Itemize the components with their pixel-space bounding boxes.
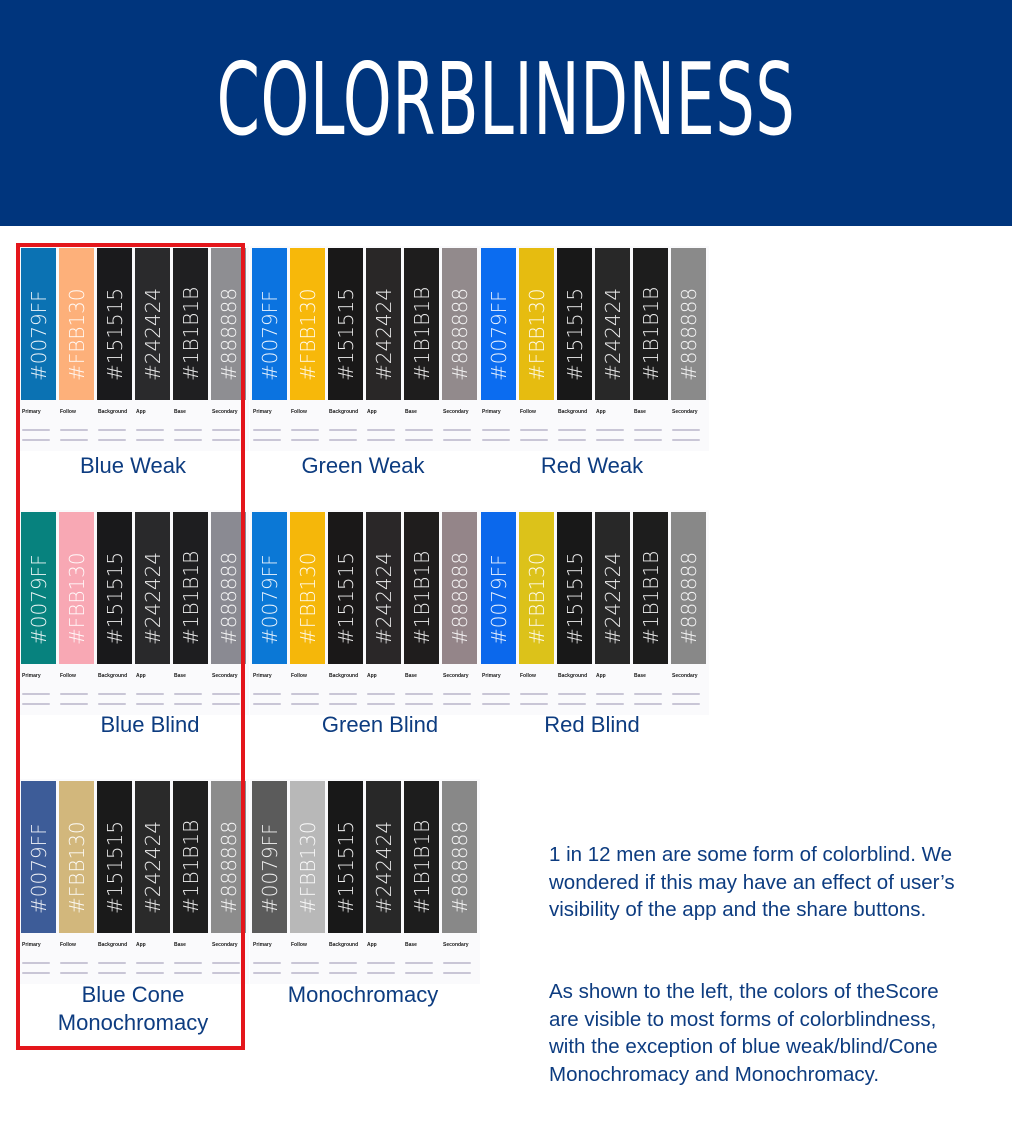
swatch-role-label: Base [174, 673, 186, 679]
page-title: COLORBLINDNESS [216, 41, 796, 158]
swatch-hex-label: #0079FF [257, 554, 282, 645]
palette-group [479, 510, 709, 715]
swatch-detail-line [253, 693, 281, 695]
palette-caption: Monochromacy [287, 982, 439, 1007]
swatch-role-label: Follow [291, 409, 307, 415]
swatch-role-label: Background [329, 942, 359, 948]
swatch-hex-label: #151515 [333, 551, 358, 645]
swatch-role-label: Primary [482, 673, 501, 679]
palette-caption: Blue Blind [100, 712, 200, 737]
swatch-role-label: App [136, 673, 146, 679]
swatch-hex-label: #FBB130 [524, 288, 549, 381]
swatch-hex-label: #888888 [216, 820, 241, 914]
swatch-detail-line [520, 439, 548, 441]
swatch-hex-label: #FBB130 [295, 552, 320, 645]
swatch-detail-line [672, 439, 700, 441]
swatch-hex-label: #0079FF [26, 290, 51, 381]
swatch-detail-line [291, 439, 319, 441]
color-swatch [633, 248, 668, 400]
swatch-detail-line [253, 439, 281, 441]
swatch-role-label: Primary [253, 942, 272, 948]
swatch-role-label: App [136, 409, 146, 415]
swatch-detail-line [329, 703, 357, 705]
swatch-hex-label: #888888 [676, 551, 701, 645]
swatch-hex-label: #242424 [600, 287, 625, 381]
swatch-detail-line [253, 429, 281, 431]
palette-caption: Green Blind [321, 712, 439, 737]
palette-caption: Red Blind [544, 712, 640, 737]
swatch-role-label: Secondary [672, 673, 698, 679]
swatch-detail-line [253, 703, 281, 705]
color-swatch [252, 248, 287, 400]
swatch-hex-label: #1B1B1B [638, 550, 663, 645]
swatch-hex-label: #0079FF [486, 554, 511, 645]
color-swatch [252, 512, 287, 664]
swatch-role-label: Base [634, 409, 646, 415]
swatch-detail-line [443, 439, 471, 441]
swatch-detail-line [443, 429, 471, 431]
color-swatch [481, 512, 516, 664]
color-swatch [366, 248, 401, 400]
swatch-detail-line [596, 703, 624, 705]
swatch-hex-label: #151515 [102, 551, 127, 645]
swatch-role-label: Secondary [212, 942, 238, 948]
highlight-box [16, 243, 245, 1050]
swatch-role-label: Background [98, 409, 128, 415]
swatch-detail-line [405, 439, 433, 441]
swatch-hex-label: #151515 [562, 551, 587, 645]
swatch-detail-line [253, 972, 281, 974]
swatch-hex-label: #1B1B1B [178, 286, 203, 381]
swatch-role-label: Background [98, 673, 128, 679]
swatch-hex-label: #888888 [447, 551, 472, 645]
swatch-role-label: Base [174, 942, 186, 948]
swatch-role-label: Base [405, 942, 417, 948]
swatch-hex-label: #FBB130 [295, 288, 320, 381]
swatch-detail-line [443, 703, 471, 705]
swatch-role-label: Follow [60, 942, 76, 948]
swatch-role-label: Background [558, 409, 588, 415]
swatch-role-label: Background [98, 942, 128, 948]
color-swatch [557, 248, 592, 400]
color-swatch [252, 781, 287, 933]
color-swatch [404, 512, 439, 664]
swatch-detail-line [329, 693, 357, 695]
swatch-detail-line [558, 429, 586, 431]
swatch-role-label: Background [329, 673, 359, 679]
swatch-role-label: App [367, 942, 377, 948]
color-swatch [328, 512, 363, 664]
color-swatch [442, 781, 477, 933]
swatch-hex-label: #242424 [600, 551, 625, 645]
swatch-detail-line [520, 429, 548, 431]
swatch-role-label: App [136, 942, 146, 948]
color-swatch [595, 512, 630, 664]
swatch-detail-line [482, 429, 510, 431]
color-swatch [481, 248, 516, 400]
swatch-hex-label: #888888 [447, 287, 472, 381]
swatch-detail-line [596, 439, 624, 441]
color-swatch [595, 248, 630, 400]
swatch-detail-line [329, 439, 357, 441]
swatch-hex-label: #1B1B1B [638, 286, 663, 381]
swatch-detail-line [672, 703, 700, 705]
swatch-role-label: Primary [253, 409, 272, 415]
swatch-role-label: Secondary [672, 409, 698, 415]
swatch-hex-label: #151515 [333, 820, 358, 914]
swatch-role-label: Base [174, 409, 186, 415]
swatch-detail-line [634, 703, 662, 705]
swatch-hex-label: #1B1B1B [409, 819, 434, 914]
swatch-detail-line [405, 703, 433, 705]
swatch-hex-label: #888888 [676, 287, 701, 381]
note-paragraph-1: 1 in 12 men are some form of colorblind. We wondered if this may have an effect of user’s visibility of the app and the share buttons. [549, 843, 955, 921]
color-swatch [404, 781, 439, 933]
swatch-role-label: Base [405, 409, 417, 415]
swatch-hex-label: #1B1B1B [409, 286, 434, 381]
color-swatch [290, 512, 325, 664]
swatch-detail-line [634, 693, 662, 695]
color-swatch [328, 248, 363, 400]
swatch-hex-label: #888888 [216, 551, 241, 645]
swatch-hex-label: #FBB130 [524, 552, 549, 645]
swatch-detail-line [520, 703, 548, 705]
swatch-role-label: Primary [253, 673, 272, 679]
swatch-detail-line [367, 439, 395, 441]
swatch-hex-label: #151515 [562, 287, 587, 381]
swatch-role-label: Base [634, 673, 646, 679]
swatch-detail-line [291, 693, 319, 695]
palette-caption: Blue Cone Monochromacy [57, 982, 209, 1035]
swatch-detail-line [596, 693, 624, 695]
swatch-detail-line [291, 703, 319, 705]
swatch-hex-label: #151515 [333, 287, 358, 381]
swatch-hex-label: #FBB130 [64, 821, 89, 914]
palette-caption: Green Weak [301, 453, 425, 478]
swatch-hex-label: #151515 [102, 820, 127, 914]
swatch-detail-line [367, 693, 395, 695]
swatch-role-label: Follow [60, 673, 76, 679]
swatch-role-label: Secondary [443, 409, 469, 415]
swatch-detail-line [596, 429, 624, 431]
swatch-detail-line [367, 972, 395, 974]
swatch-detail-line [405, 429, 433, 431]
swatch-hex-label: #888888 [216, 287, 241, 381]
color-swatch [633, 512, 668, 664]
swatch-detail-line [329, 962, 357, 964]
palette-caption: Blue Weak [80, 453, 186, 478]
swatch-role-label: App [367, 409, 377, 415]
swatch-role-label: Follow [60, 409, 76, 415]
swatch-role-label: Primary [482, 409, 501, 415]
swatch-role-label: Secondary [443, 673, 469, 679]
swatch-hex-label: #0079FF [257, 823, 282, 914]
swatch-hex-label: #0079FF [486, 290, 511, 381]
swatch-detail-line [634, 439, 662, 441]
swatch-hex-label: #151515 [102, 287, 127, 381]
swatch-detail-line [558, 439, 586, 441]
swatch-detail-line [672, 429, 700, 431]
swatch-hex-label: #FBB130 [64, 288, 89, 381]
swatch-detail-line [634, 429, 662, 431]
color-swatch [442, 248, 477, 400]
swatch-role-label: Follow [291, 673, 307, 679]
swatch-hex-label: #FBB130 [295, 821, 320, 914]
swatch-role-label: Primary [22, 942, 41, 948]
swatch-detail-line [367, 703, 395, 705]
color-swatch [290, 248, 325, 400]
swatch-detail-line [405, 972, 433, 974]
palette-group [250, 246, 480, 451]
color-swatch [519, 248, 554, 400]
swatch-detail-line [443, 693, 471, 695]
swatch-hex-label: #0079FF [26, 823, 51, 914]
swatch-role-label: App [367, 673, 377, 679]
swatch-role-label: Secondary [212, 673, 238, 679]
swatch-detail-line [367, 429, 395, 431]
swatch-hex-label: #0079FF [257, 290, 282, 381]
swatch-detail-line [253, 962, 281, 964]
swatch-hex-label: #0079FF [26, 554, 51, 645]
swatch-detail-line [405, 962, 433, 964]
swatch-detail-line [558, 693, 586, 695]
swatch-hex-label: #1B1B1B [409, 550, 434, 645]
color-swatch [328, 781, 363, 933]
swatch-hex-label: #1B1B1B [178, 550, 203, 645]
swatch-hex-label: #FBB130 [64, 552, 89, 645]
color-swatch [404, 248, 439, 400]
swatch-hex-label: #242424 [371, 287, 396, 381]
swatch-hex-label: #242424 [371, 551, 396, 645]
swatch-hex-label: #242424 [140, 287, 165, 381]
swatch-hex-label: #242424 [140, 820, 165, 914]
swatch-role-label: Follow [520, 409, 536, 415]
palette-group [250, 510, 480, 715]
color-swatch [557, 512, 592, 664]
color-swatch [671, 512, 706, 664]
swatch-detail-line [672, 693, 700, 695]
color-swatch [442, 512, 477, 664]
swatch-role-label: Base [405, 673, 417, 679]
swatch-detail-line [482, 703, 510, 705]
swatch-role-label: Background [558, 673, 588, 679]
swatch-detail-line [291, 429, 319, 431]
header-banner [0, 0, 1012, 226]
swatch-role-label: Secondary [212, 409, 238, 415]
color-swatch [366, 512, 401, 664]
swatch-detail-line [291, 962, 319, 964]
swatch-detail-line [291, 972, 319, 974]
note-paragraph-2: As shown to the left, the colors of theScore are visible to most forms of colorblindness, with the exception of blue weak/blind/Cone Monochromacy and Monochromacy. [549, 980, 939, 1086]
swatch-detail-line [329, 429, 357, 431]
swatch-detail-line [443, 972, 471, 974]
swatch-detail-line [520, 693, 548, 695]
swatch-role-label: App [596, 673, 606, 679]
swatch-role-label: App [596, 409, 606, 415]
color-swatch [290, 781, 325, 933]
swatch-detail-line [329, 972, 357, 974]
swatch-hex-label: #888888 [447, 820, 472, 914]
swatch-role-label: Background [329, 409, 359, 415]
swatch-detail-line [482, 693, 510, 695]
swatch-hex-label: #242424 [371, 820, 396, 914]
swatch-hex-label: #242424 [140, 551, 165, 645]
palette-group [250, 779, 480, 984]
swatch-role-label: Primary [22, 409, 41, 415]
palette-caption: Red Weak [540, 453, 644, 478]
swatch-role-label: Primary [22, 673, 41, 679]
color-swatch [671, 248, 706, 400]
color-swatch [519, 512, 554, 664]
swatch-role-label: Follow [291, 942, 307, 948]
swatch-detail-line [482, 439, 510, 441]
swatch-detail-line [367, 962, 395, 964]
swatch-detail-line [443, 962, 471, 964]
swatch-role-label: Secondary [443, 942, 469, 948]
color-swatch [366, 781, 401, 933]
swatch-role-label: Follow [520, 673, 536, 679]
palette-group [479, 246, 709, 451]
swatch-detail-line [558, 703, 586, 705]
swatch-detail-line [405, 693, 433, 695]
swatch-hex-label: #1B1B1B [178, 819, 203, 914]
